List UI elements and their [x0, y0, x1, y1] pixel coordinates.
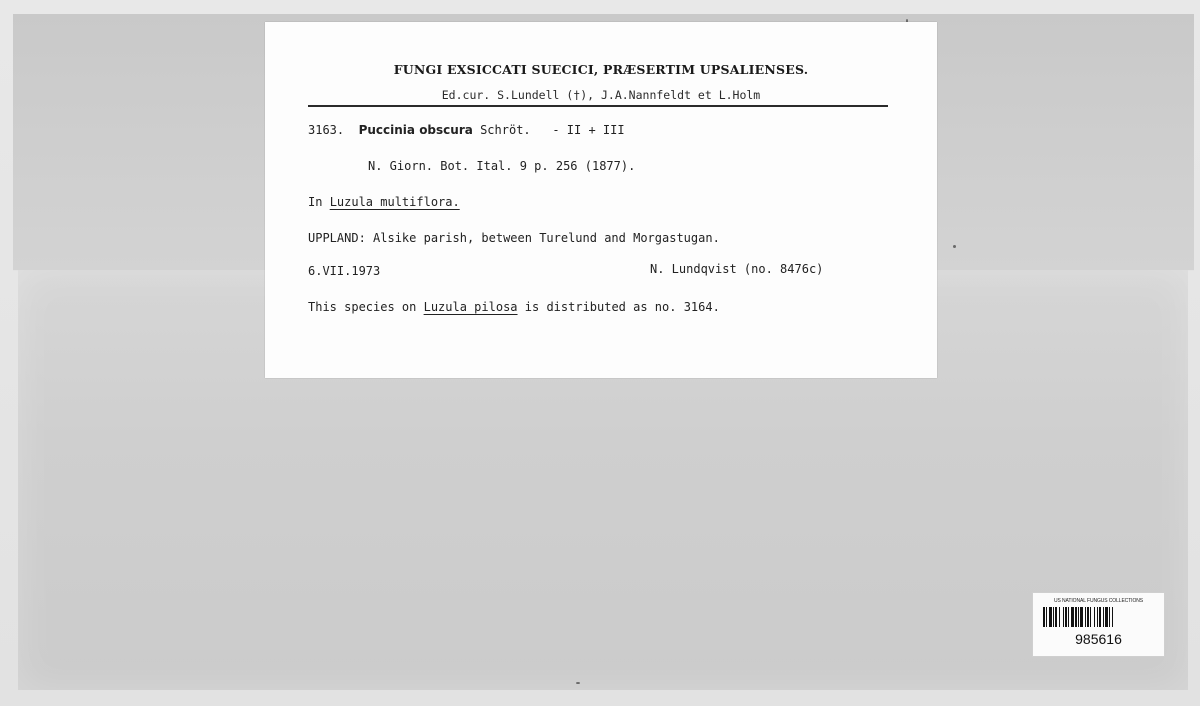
barcode-bar: [1043, 607, 1045, 627]
collection-date: 6.VII.1973: [308, 264, 381, 278]
barcode-number: 985616: [1075, 631, 1122, 647]
label-editors: Ed.cur. S.Lundell (†), J.A.Nannfeldt et L.Holm: [441, 88, 761, 102]
barcode-bar: [1053, 607, 1054, 627]
title-rule: [308, 105, 888, 107]
barcode-bar: [1068, 607, 1069, 627]
barcode-bar: [1059, 607, 1060, 627]
label-title: FUNGI EXSICCATI SUECICI, PRÆSERTIM UPSALIENSES.: [393, 62, 809, 77]
barcode-bar: [1085, 607, 1086, 627]
taxon-author: Schröt.: [480, 123, 531, 137]
note-host: Luzula pilosa: [423, 300, 518, 314]
barcode-bar: [1078, 607, 1079, 627]
specimen-label: [265, 22, 937, 378]
distribution-note: [308, 300, 720, 314]
barcode-bar: [1055, 607, 1057, 627]
barcode-label: [1032, 592, 1165, 657]
note-prefix: This species on: [308, 300, 417, 314]
collector: N. Lundqvist (no. 8476c): [650, 262, 824, 276]
barcode-bar: [1090, 607, 1091, 627]
barcode-bar: [1049, 607, 1052, 627]
locality-line: UPPLAND: Alsike parish, between Turelund and Morgastugan.: [308, 231, 720, 245]
barcode-bar: [1075, 607, 1077, 627]
speck: [953, 245, 956, 248]
host-name: Luzula multiflora.: [329, 195, 460, 209]
barcode-bar: [1097, 607, 1098, 627]
host-line: [308, 195, 460, 209]
barcode-bar: [1103, 607, 1104, 627]
taxon-name: Puccinia obscura: [358, 123, 473, 137]
taxon-line: [308, 123, 625, 137]
barcode-bar: [1046, 607, 1047, 627]
barcode-bar: [1087, 607, 1089, 627]
barcode-bar: [1094, 607, 1095, 627]
host-prefix: In: [308, 195, 323, 209]
barcode-bar: [1080, 607, 1083, 627]
barcode-bars: [1043, 607, 1153, 627]
exsiccata-number: 3163.: [308, 123, 345, 137]
spore-stages: - II + III: [552, 123, 625, 137]
speck: [576, 682, 580, 684]
reference-line: N. Giorn. Bot. Ital. 9 p. 256 (1877).: [368, 159, 636, 173]
barcode-bar: [1099, 607, 1101, 627]
barcode-bar: [1063, 607, 1064, 627]
barcode-bar: [1065, 607, 1067, 627]
barcode-institution: US NATIONAL FUNGUS COLLECTIONS: [1054, 598, 1143, 604]
barcode-bar: [1071, 607, 1074, 627]
note-suffix: is distributed as no. 3164.: [524, 300, 720, 314]
barcode-bar: [1112, 607, 1113, 627]
barcode-bar: [1105, 607, 1108, 627]
barcode-bar: [1109, 607, 1110, 627]
